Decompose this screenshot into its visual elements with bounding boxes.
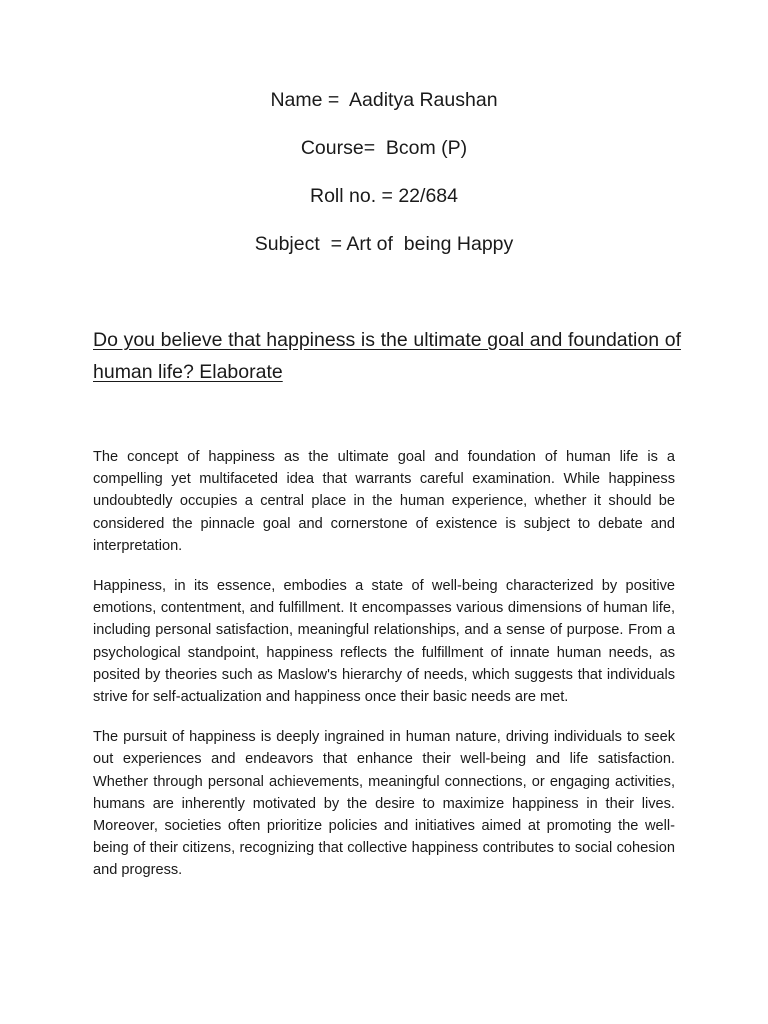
name-line: Name = Aaditya Raushan: [270, 89, 498, 111]
paragraph: The concept of happiness as the ultimate goal and foundation of human life is a compelling yet multifaceted idea that warrants careful examination. While happiness undoubtedly occupies a central place in the human experience, whether it should be considered the pinnacle goal and cornerstone of existence is subject to debate and interpretation.: [93, 449, 675, 554]
paragraph: Happiness, in its essence, embodies a state of well-being characterized by positive emotions, contentment, and fulfillment. It encompasses various dimensions of human life, including personal satisfaction, meaningful relationships, and a sense of purpose. From a psychological standpoint, happiness reflects the fulfillment of innate human needs, as posited by theories such as Maslow's hierarchy of needs, which suggests that individuals strive for self-actualization and happiness once their basic needs are met.: [93, 578, 675, 706]
subject-line: Subject = Art of being Happy: [254, 233, 514, 255]
course-line: Course= Bcom (P): [300, 137, 468, 159]
paragraph: The pursuit of happiness is deeply ingrained in human nature, driving individuals to seek out experiences and endeavors that enhance their well-being and life satisfaction. Whether through personal achievements, meaningful connections, or engaging activities, humans are inherently motivated by the desire to maximize happiness in their lives. Moreover, societies often prioritize policies and initiatives aimed at promoting the well-being of their citizens, recognizing that collective happiness contributes to social cohesion and progress.: [93, 729, 675, 879]
essay-body: [93, 446, 675, 900]
question-heading: Do you believe that happiness is the ultimate goal and foundation of human life? Elaborate: [93, 329, 681, 383]
student-info-header: [0, 86, 768, 278]
roll-number-line: Roll no. = 22/684: [310, 185, 458, 207]
